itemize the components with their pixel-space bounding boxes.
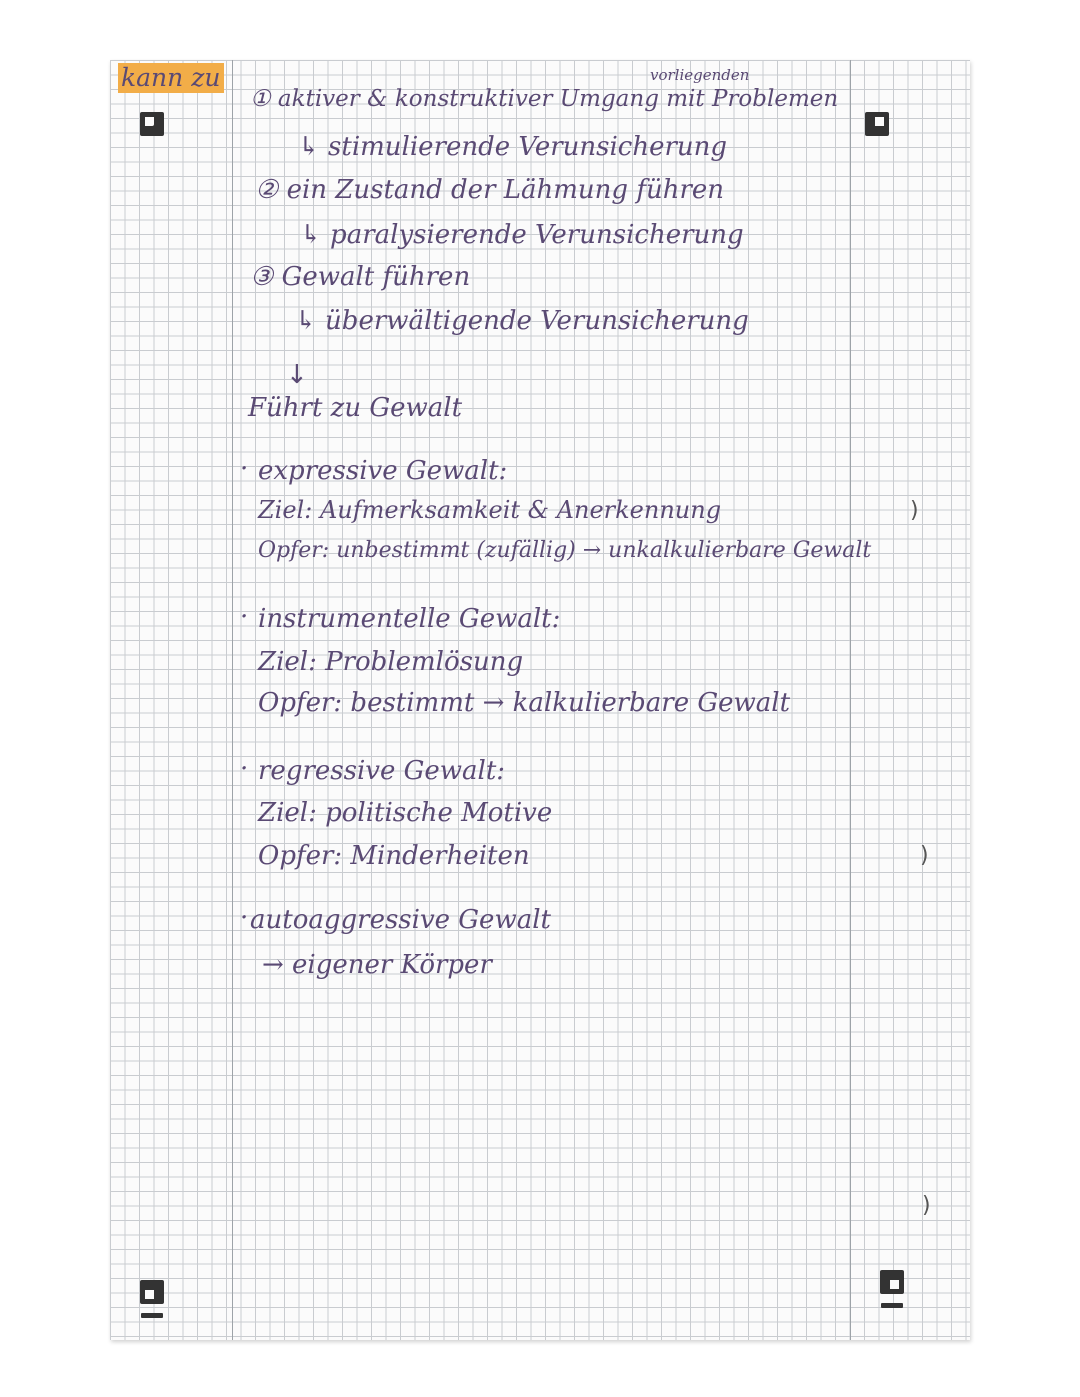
insert-note: vorliegenden xyxy=(650,66,750,84)
item-3: ③ Gewalt führen xyxy=(250,262,471,292)
type-instrumental-victim: Opfer: bestimmt → kalkulierbare Gewalt xyxy=(258,688,791,718)
binder-hole-icon: ) xyxy=(922,1193,931,1218)
type-instrumental-goal: Ziel: Problemlösung xyxy=(258,647,524,677)
highlighted-heading: kann zu xyxy=(118,63,224,93)
type-autoaggressive-target: → eigener Körper xyxy=(262,950,492,980)
binder-hole-icon: ) xyxy=(910,498,919,523)
item-3-result: ↳ überwältigende Verunsicherung xyxy=(295,306,749,336)
item-2-result: ↳ paralysierende Verunsicherung xyxy=(300,220,744,250)
type-expressive-title: expressive Gewalt: xyxy=(258,456,508,486)
type-regressive-goal: Ziel: politische Motive xyxy=(258,798,553,828)
registration-bar-icon xyxy=(141,1313,163,1318)
bullet: · xyxy=(240,454,249,484)
right-margin-line xyxy=(850,60,851,1340)
binder-hole-icon: ) xyxy=(920,843,929,868)
type-regressive-title: regressive Gewalt: xyxy=(258,756,506,786)
registration-corner-icon xyxy=(140,112,164,136)
down-arrow-icon: ↓ xyxy=(286,360,308,390)
type-expressive-victim: Opfer: unbestimmt (zufällig) → unkalkulierbare Gewalt xyxy=(258,538,872,563)
registration-corner-icon xyxy=(140,1280,164,1304)
bullet: · xyxy=(240,754,249,784)
type-regressive-victim: Opfer: Minderheiten xyxy=(258,841,530,871)
item-1-result: ↳ stimulierende Verunsicherung xyxy=(298,132,728,162)
bullet: · xyxy=(240,602,249,632)
registration-bar-icon xyxy=(881,1303,903,1308)
left-margin-line xyxy=(232,60,233,1340)
leads-to-text: Führt zu Gewalt xyxy=(248,393,463,423)
bullet: · xyxy=(240,903,249,933)
type-autoaggressive-title: autoaggressive Gewalt xyxy=(250,905,551,935)
type-instrumental-title: instrumentelle Gewalt: xyxy=(258,604,561,634)
item-2: ② ein Zustand der Lähmung führen xyxy=(255,175,725,205)
registration-corner-icon xyxy=(865,112,889,136)
item-1: ① aktiver & konstruktiver Umgang mit Problemen xyxy=(250,86,839,112)
registration-corner-icon xyxy=(880,1270,904,1294)
type-expressive-goal: Ziel: Aufmerksamkeit & Anerkennung xyxy=(258,496,722,524)
